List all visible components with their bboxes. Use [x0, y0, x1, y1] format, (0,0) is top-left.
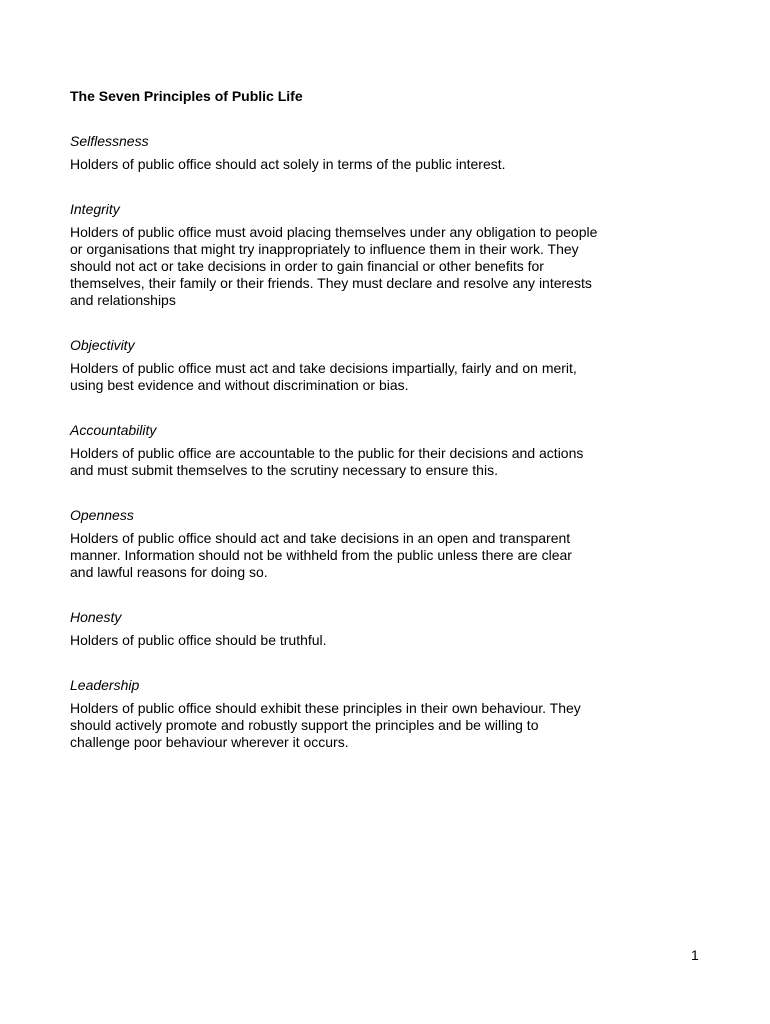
principle-description: Holders of public office should exhibit these principles in their own behaviour. They should actively promote and robustly support the principles and be willing to challenge poor behaviour wherever it occurs. [70, 700, 581, 750]
principle-heading: Leadership [70, 677, 140, 693]
principle-honesty [70, 609, 670, 649]
principle-heading: Selflessness [70, 133, 149, 149]
principle-selflessness [70, 133, 670, 173]
principle-heading: Honesty [70, 609, 122, 625]
principle-heading: Objectivity [70, 337, 135, 353]
principle-description: Holders of public office should act and take decisions in an open and transparent manner. Information should not be withheld from the public unless there are clear and lawful reasons for doing so. [70, 530, 572, 580]
page-number: 1 [691, 947, 699, 963]
principle-description: Holders of public office should be truthful. [70, 632, 327, 648]
principle-integrity [70, 201, 670, 309]
principle-heading: Accountability [70, 422, 157, 438]
principle-description: Holders of public office are accountable to the public for their decisions and actions and must submit themselves to the scrutiny necessary to ensure this. [70, 445, 584, 478]
document-body [70, 87, 670, 779]
principle-heading: Openness [70, 507, 134, 523]
principle-description: Holders of public office must avoid placing themselves under any obligation to people or organisations that might try inappropriately to influence them in their work. They should not act or take decisions in order to gain financial or other benefits for themselves, their family or their friends. They must declare and resolve any interests and relationships [70, 224, 598, 308]
principle-leadership [70, 677, 670, 751]
document-title: The Seven Principles of Public Life [70, 88, 303, 104]
principle-objectivity [70, 337, 670, 394]
principle-heading: Integrity [70, 201, 120, 217]
principle-description: Holders of public office should act solely in terms of the public interest. [70, 156, 506, 172]
principle-openness [70, 507, 670, 581]
principle-description: Holders of public office must act and take decisions impartially, fairly and on merit, using best evidence and without discrimination or bias. [70, 360, 577, 393]
principle-accountability [70, 422, 670, 479]
